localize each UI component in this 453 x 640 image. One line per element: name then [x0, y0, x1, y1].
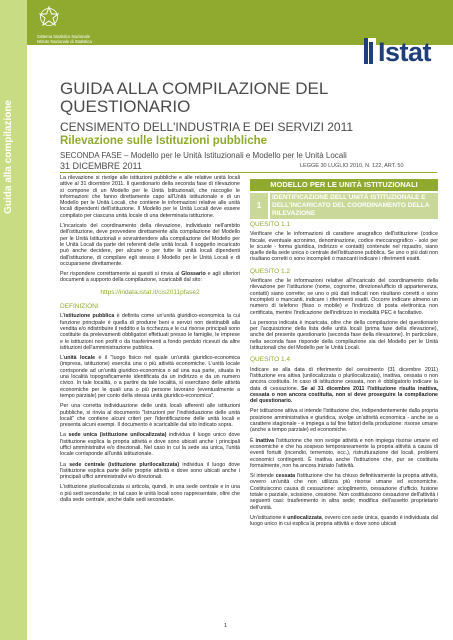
- q14-text: l'istituzione che non svolge attività e non impiega risorse umane ed economiche e che ha sospeso temporaneamente la propria attività a causa di eventi fortuiti (incendio, terremoto, ecc.), ristrutturazione dei locali, problemi economici contingenti. È inattiva anche l'istituzione che, pur se costituita formalmente, non ha ancora iniziato l'attività.: [250, 437, 438, 469]
- question-heading: QUESITO 1.4: [250, 356, 290, 364]
- page-number: 1: [224, 623, 228, 629]
- q14-term: cessata: [275, 473, 296, 480]
- survey-title: Rilevazione sulle Istituzioni pubbliche: [60, 135, 268, 147]
- def-text: è definita come un'unità giuridico-economica la cui funzione principale è quella di produrre beni e servizi non destinabili alla vendita e/o ridistribuire il reddito e la ricchezza e le cui risorse principali sono costituite da prelevamenti obbligatori effettuati presso le famiglie, le imprese e le istituzioni non profit o da trasferimenti a fondo perduto ricevuti da altre istituzioni dell'amministrazione pubblica.: [60, 313, 240, 351]
- section-header: [250, 193, 438, 219]
- coordinator-paragraph: L'incaricato del coordinamento della rilevazione, individuato nell'ambito dell'istituzione, deve provvedere direttamente alla compilazione del Modello per le Unità Istituzionali e sovraintendere alla compilazione del Modello per le Unità Locali da parte dei referenti delle unità locali. Il soggetto incaricato può anche decidere, per alcune o per tutte le unità locali dipendenti dall'istituzione, di compilare egli stesso il Modello per le Unità Locali e di occuparsene direttamente.: [60, 223, 240, 267]
- def-term: unità locale: [63, 355, 96, 362]
- republic-emblem-icon: [39, 6, 59, 30]
- def-single-site: [60, 432, 240, 457]
- q14-text: , ovvero con sede unica, quando è individuata dal luogo unico in cui esplica la propria attività e dove sono ubicati: [250, 514, 439, 528]
- glossary-paragraph: [60, 271, 240, 284]
- q14-text: l'istituzione che ha chiuso definitivamente la propria attività, ovvero un'unità che non utilizza più risorse umane ed economiche. Costituiscono causa di cessazione: scioglimento, cessazione d'ufficio, fusione totale o parziale, scissione, cessione. Non costituiscono cessazione dell'attività i seguenti casi: trasferimento in altra sede; modifica dell'assetto proprietario dell'unità.: [250, 473, 439, 511]
- glossary-link[interactable]: Glossario: [181, 271, 206, 278]
- istat-logo: [364, 37, 432, 67]
- divider: [60, 172, 437, 173]
- def-public-institution: [60, 313, 240, 351]
- q14-text: Indicare se alla data di riferimento del censimento (31 dicembre 2011) l'istituzione era attiva (unilocalizzata o plurilocalizzata), inattiva, cessata o non ancora costituita. In caso di istituzione cessata, non è obbligatorio indicare la data di cessazione.: [250, 366, 438, 392]
- intro-paragraph: La rilevazione si rivolge alle istituzioni pubbliche e alle relative unità locali attive al 31 dicembre 2011. Il questionario della seconda fase di rilevazione si compone di un Modello per le Unità Istituzionali, che raccoglie le informazioni che fanno direttamente capo all'Unità istituzionale e di un Modello per le Unità Locali, che contiene le informazioni relative alle unità locali dipendenti dell'istituzione. Il Modello per le Unità Locali deve essere compilato per ciascuna unità locale di una determinata istituzione.: [60, 175, 240, 219]
- left-column: [60, 175, 240, 507]
- question-text: [250, 473, 438, 511]
- page-title: GUIDA ALLA COMPILAZIONE DEL QUESTIONARIO: [60, 79, 328, 116]
- sidebar-label: Guida alla compilazione: [3, 100, 14, 214]
- def-text: La: [60, 432, 69, 439]
- multi-site-paragraph: L'istituzione plurilocalizzata si articola, quindi, in una sede centrale e in una o più sedi secondarie; in tal caso le unità locali sono rappresentate, oltre che dalla sede centrale, anche dalle sedi secondarie.: [60, 484, 240, 504]
- def-text: L': [60, 313, 64, 320]
- law-reference: LEGGE 30 LUGLIO 2010, N. 122, ART. 50: [300, 163, 404, 169]
- q14-text: È: [250, 437, 256, 444]
- definitions-heading: DEFINIZIONI: [60, 303, 99, 311]
- istat-logo-mark-icon: [364, 38, 376, 64]
- glossary-text-c: e agli ulteriori documenti a supporto della compilazione, scaricabili dal sito:: [60, 271, 240, 284]
- q14-term: inattiva: [255, 437, 275, 444]
- question-text: [250, 367, 438, 405]
- right-column: [250, 222, 438, 531]
- def-text: individua il luogo dove l'istituzione esplica parte delle proprie attività e dove sono ubicati anche i principali uffici amministrativi e/o direzionali.: [60, 461, 240, 481]
- org-name-line2: Istituto Nazionale di Statistica: [37, 39, 92, 44]
- model-banner: MODELLO PER LE UNITÀ ISTITUZIONALI: [250, 179, 438, 191]
- download-link[interactable]: https://indata.istat.it/cis2011pfase2: [100, 288, 200, 296]
- question-text: Per istituzione attiva si intende l'istituzione che, indipendentemente dalla propria posizione amministrativa e giuridica, svolge un'attività economica - anche se a carattere stagionale - e impiega a tal fine fattori della produzione: risorse umane (anche a tempo parziale) ed economiche.: [250, 408, 438, 434]
- def-text: La: [60, 461, 70, 468]
- def-text: L': [60, 355, 64, 362]
- def-head-office: [60, 462, 240, 481]
- glossary-text-a: Per rispondere correttamente ai quesiti si rinvia al: [60, 271, 182, 278]
- def-text: individua il luogo unico dove l'istituzione esplica la propria attività e dove sono ubicati anche i principali uffici amministrativi e/o direzionali. Nel caso in cui la sede sia unica, l'unità locale corrisponde all'unità istituzionale.: [60, 432, 240, 458]
- def-term: istituzione pubblica: [63, 313, 115, 320]
- def-local-unit: [60, 355, 240, 399]
- sidebar-label-wrap: [3, 100, 23, 260]
- question-text: Verificare che le informazioni di carattere anagrafico dell'istituzione (codice fiscale, eventuale acronimo, denominazione, codice meccanografico - solo per le scuole - forma giuridica, indirizzo e contatti) contenute nel riquadro, siano quelle della sede unica o centrale dell'istituzione pubblica. Se uno o più dati non risultano corretti o sono incompleti o mancanti indicare i riferimenti esatti.: [250, 231, 438, 263]
- question-text: [250, 515, 438, 528]
- section-title: IDENTIFICAZIONE DELL'UNITÀ ISTITUZIONALE E DELL'INCARICATO DEL COORDINAMENTO DELLA RILEVAZIONE: [270, 193, 438, 219]
- istat-logo-text: Istat: [378, 37, 432, 67]
- question-text: [250, 438, 438, 469]
- q14-warning: Se al 31 dicembre 2011 l'istituzione risulta inattiva, cessata o non ancora costituita, non si deve proseguire la compilazione del questionario.: [250, 385, 439, 405]
- def-term: sede unica (istituzione unilocalizzata): [68, 432, 167, 439]
- question-heading: QUESITO 1.2: [250, 267, 290, 275]
- q14-text: Si intende: [250, 473, 276, 480]
- phase-subtitle: SECONDA FASE – Modello per le Unità Istituzionali e Modello per le Unità Locali: [60, 151, 347, 160]
- def-text: è il "luogo fisico nel quale un'unità giuridico-economica (impresa, istituzione) esercita una o più attività economiche. L'unità locale corrisponde ad un'unità giuridico-economica o ad una sua parte, situata in una località topograficamente identificata da un indirizzo e da un numero civico. In tale località, o a partire da tale località, si esercitano delle attività economiche per le quali una o più persone lavorano (eventualmente a tempo parziale) per conto della stessa unità giuridico-economica".: [60, 355, 240, 399]
- census-title: CENSIMENTO DELL'INDUSTRIA E DEI SERVIZI 2011: [60, 120, 354, 134]
- sidebar-strip: [0, 0, 27, 640]
- reference-date: 31 DICEMBRE 2011: [60, 161, 142, 171]
- org-name-line1: Sistema Statistico Nazionale: [37, 34, 91, 39]
- question-text: La persona indicata è incaricata, oltre che della compilazione del questionario per l'acquisizione della lista delle unità locali (prima fase della rilevazione), anche del presente questionario (seconda fase della rilevazione). In particolare, nella seconda fase risponde della compilazione sia del Modello per le Unità Istituzionali che del Modello per le Unità Locali.: [250, 319, 438, 352]
- question-heading: QUESITO 1.1: [250, 221, 290, 228]
- q14-term: unilocalizzata: [287, 514, 322, 521]
- def-term: sede centrale (istituzione plurilocalizzata): [69, 461, 180, 468]
- question-text: Verificare che le informazioni relative all'incaricato del coordinamento della rilevazione per l'istituzione (nome, cognome, direzione/ufficio di appartenenza, contatti) siano corrette; se uno o più dati indicati non risultano corretti o sono incompleti o mancanti, indicare i riferimenti esatti. Occorre indicare almeno un numero di telefono (fisso o mobile) e l'indirizzo di posta elettronica non certificata, mentre l'indicazione dell'indirizzo in modalità PEC è facoltativo.: [250, 278, 438, 316]
- local-units-guide: Per una corretta individuazione delle unità locali afferenti alle istituzioni pubbliche, si rinvia al documento "Istruzioni per l'individuazione delle unità locali" che contiene alcuni criteri per l'identificazione delle unità locali e presenta alcuni esempi. Il documento è scaricabile dal sito indicato sopra.: [60, 403, 240, 429]
- section-number: 1: [250, 193, 268, 219]
- q14-text: Un'istituzione è: [250, 514, 288, 521]
